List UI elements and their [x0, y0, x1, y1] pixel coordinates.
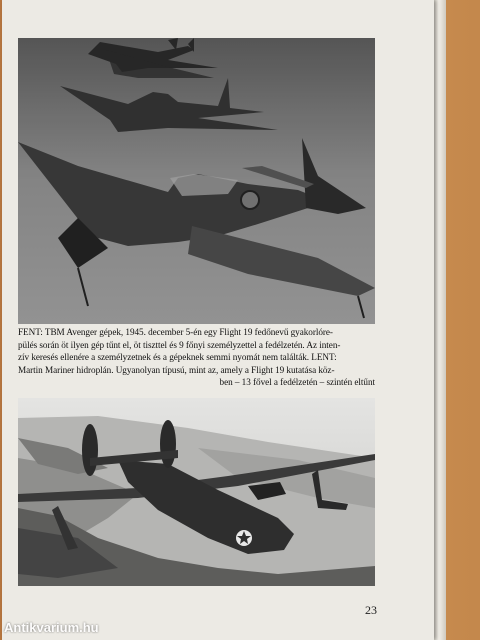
photo-caption	[18, 326, 375, 389]
caption-line: pülés során öt ilyen gép tűnt el, öt tiszttel és 9 főnyi személyzettel a fedélzetén. Az inten-	[18, 339, 341, 350]
watermark-logo: Antikvarium.hu	[4, 620, 99, 635]
page-edge	[434, 0, 446, 640]
mariner-photo	[18, 398, 375, 586]
caption-line: FENT: TBM Avenger gépek, 1945. december 5-én egy Flight 19 fedőnevű gyakorlóre-	[18, 327, 333, 337]
avenger-photo	[18, 38, 375, 324]
caption-line: ben – 13 fővel a fedélzetén – szintén eltűnt	[219, 377, 375, 388]
page-number: 23	[365, 603, 377, 617]
caption-line: Martin Mariner hidroplán. Ugyanolyan típusú, mint az, amely a Flight 19 kutatása köz-	[18, 364, 335, 375]
caption-line: zív keresés ellenére a személyzetnek és a gépeknek semmi nyomát nem találták. LENT:	[18, 352, 337, 363]
